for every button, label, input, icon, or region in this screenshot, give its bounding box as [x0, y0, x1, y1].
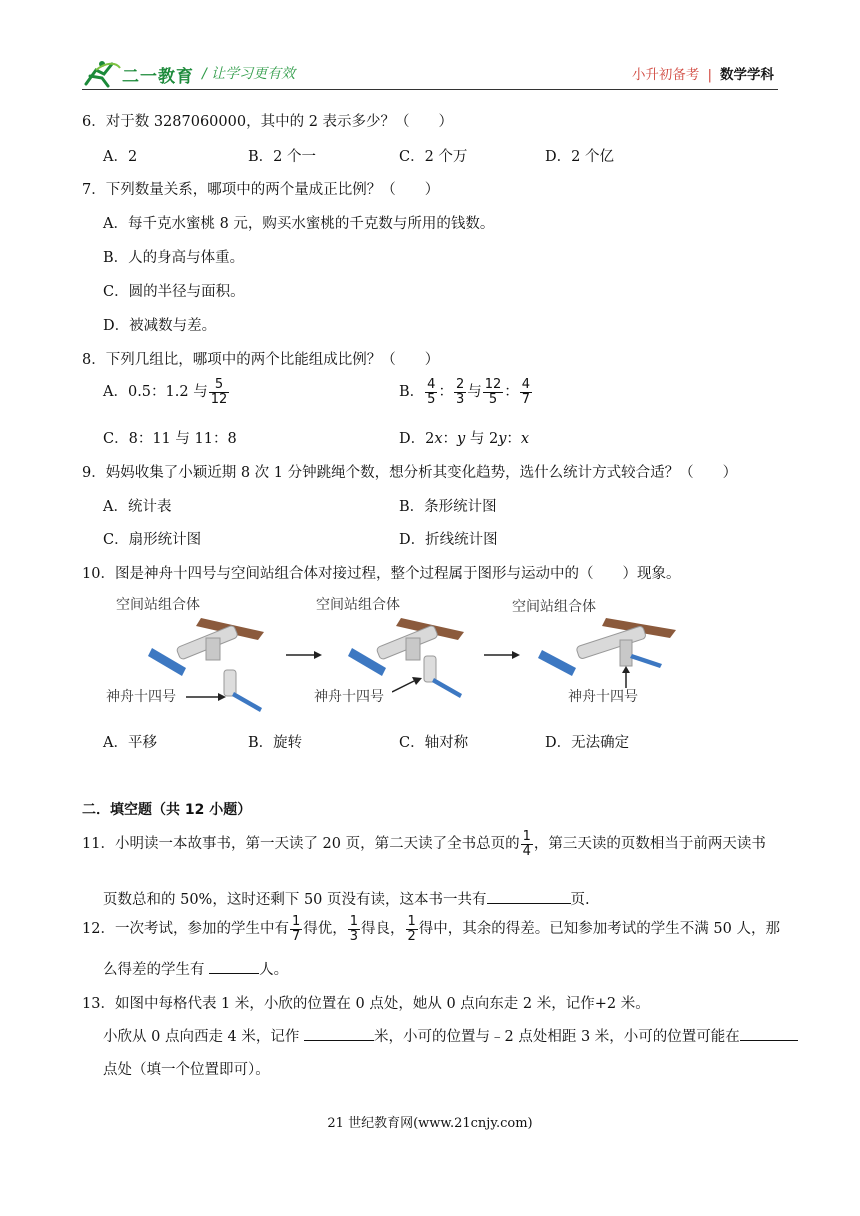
fraction-numerator: 4	[427, 377, 436, 392]
pointer-arrow-icon	[186, 690, 226, 704]
q7-option-b: B．人的身高与体重。	[103, 250, 245, 266]
fraction-numerator: 4	[521, 377, 531, 392]
variable-x: x	[520, 431, 530, 447]
fraction	[521, 830, 533, 858]
question-8-stem: 8．下列几组比，哪项中的两个比能组成比例？（ ）	[82, 352, 440, 368]
fraction-denominator: 5	[488, 391, 498, 407]
q7-option-d: D．被减数与差。	[103, 318, 217, 334]
q12-text-a: 12．一次考试，参加的学生中有	[82, 921, 289, 938]
fraction-numerator: 2	[455, 377, 465, 392]
q12-text-b: 得优，	[303, 921, 347, 938]
fraction-denominator: 2	[407, 928, 416, 944]
colon: ：	[438, 384, 453, 401]
question-13-line-2	[103, 1025, 798, 1046]
q8-option-a	[103, 378, 230, 406]
q10-option-b: B．旋转	[248, 735, 303, 751]
q13-text-a: 小欣从 0 点向西走 4 米，记作	[103, 1029, 304, 1045]
q11-text-a: 11．小明读一本故事书，第一天读了 20 页，第二天读了全书总页的	[82, 836, 520, 853]
q12-text-d: 得中，其余的得差。已知参加考试的学生不满 50 人，那	[418, 921, 780, 938]
answer-blank[interactable]	[209, 959, 259, 974]
q8-option-b	[399, 378, 533, 406]
header-category: 小升初备考	[631, 67, 700, 83]
q9-option-d: D．折线统计图	[399, 532, 498, 548]
header-right	[632, 63, 774, 83]
q9-option-c: C．扇形统计图	[103, 532, 202, 548]
logo-text: 二一教育	[122, 67, 194, 87]
shenzhou-ship-icon	[416, 652, 476, 702]
question-11-line-1	[82, 830, 766, 858]
fraction	[290, 915, 302, 943]
fraction	[348, 915, 360, 943]
and-text: 与 2	[465, 431, 499, 447]
fraction-numerator: 1	[522, 829, 531, 844]
q13-text-b: 米，小可的位置与﹣2 点处相距 3 米，小可的位置可能在	[374, 1029, 740, 1045]
header-slogan: / 让学习更有效	[202, 66, 296, 82]
q8-option-d	[399, 427, 529, 448]
q6-option-b: B．2 个一	[248, 149, 316, 165]
ship-label-2: 神舟十四号	[314, 689, 384, 705]
fraction-denominator: 3	[455, 391, 465, 407]
fraction-numerator: 1	[349, 914, 359, 929]
question-10-stem: 10．图是神舟十四号与空间站组合体对接过程，整个过程属于图形与运动中的（ ）现象。	[82, 566, 681, 582]
question-9-stem: 9．妈妈收集了小颖近期 8 次 1 分钟跳绳个数，想分析其变化趋势，选什么统计方式较合适？（ ）	[82, 465, 738, 481]
question-6-stem: 6．对于数 3287060000，其中的 2 表示多少？（ ）	[82, 114, 454, 130]
fraction-denominator: 5	[427, 391, 436, 407]
question-13-line-1: 13．如图中每格代表 1 米，小欣的位置在 0 点处，她从 0 点向东走 2 米，记作+2 米。	[82, 996, 650, 1012]
variable-y: y	[498, 431, 507, 447]
section-2-heading: 二．填空题（共 12 小题）	[82, 802, 252, 818]
arrow-right-icon	[484, 648, 520, 662]
ship-label-1: 神舟十四号	[106, 689, 176, 705]
colon: ：	[442, 431, 458, 447]
answer-blank[interactable]	[487, 889, 571, 904]
q12-text-f: 人。	[259, 962, 289, 978]
header-separator: |	[707, 67, 712, 83]
q11-text-d: 页.	[570, 892, 590, 908]
fraction-numerator: 1	[407, 914, 416, 929]
fraction-numerator: 12	[484, 377, 502, 392]
q10-option-d: D．无法确定	[545, 735, 630, 751]
and-text: 与	[467, 384, 482, 401]
q7-option-a: A．每千克水蜜桃 8 元，购买水蜜桃的千克数与所用的钱数。	[103, 216, 495, 232]
question-12-line-2	[103, 958, 288, 979]
q11-text-b: ，第三天读的页数相当于前两天读书	[533, 836, 766, 853]
fraction-denominator: 7	[291, 928, 301, 944]
header-subject: 数学学科	[720, 67, 774, 83]
colon: ：	[504, 384, 519, 401]
question-12-line-1	[82, 915, 780, 943]
station-label-1: 空间站组合体	[116, 597, 200, 613]
page-header	[0, 0, 860, 100]
q9-option-b: B．条形统计图	[399, 499, 497, 515]
ship-label-3: 神舟十四号	[568, 689, 638, 705]
fraction-numerator: 1	[291, 914, 301, 929]
fraction	[454, 378, 466, 406]
colon: ：	[506, 431, 521, 447]
station-label-3: 空间站组合体	[512, 599, 596, 615]
q12-text-c: 得良，	[361, 921, 405, 938]
question-13-line-3: 点处（填一个位置即可）。	[103, 1062, 270, 1078]
arrow-right-icon	[286, 648, 322, 662]
fraction-denominator: 7	[521, 391, 531, 407]
fraction-denominator: 12	[210, 391, 228, 407]
variable-y: y	[457, 431, 466, 447]
q6-option-c: C．2 个万	[399, 149, 468, 165]
header-divider	[82, 89, 778, 90]
question-11-line-2	[103, 888, 590, 909]
fraction	[209, 378, 230, 406]
answer-blank[interactable]	[740, 1026, 798, 1041]
fraction	[483, 378, 504, 406]
q11-text-c: 页数总和的 50%，这时还剩下 50 页没有读，这本书一共有	[103, 892, 487, 908]
fraction-numerator: 5	[209, 378, 230, 393]
fraction	[425, 378, 437, 406]
station-label-2: 空间站组合体	[316, 597, 400, 613]
q6-option-d: D．2 个亿	[545, 149, 614, 165]
answer-blank[interactable]	[304, 1026, 374, 1041]
q10-option-a: A．平移	[103, 735, 157, 751]
fraction	[520, 378, 532, 406]
q9-option-a: A．统计表	[103, 499, 172, 515]
q7-option-c: C．圆的半径与面积。	[103, 284, 245, 300]
q8-option-c: C．8：11 与 11：8	[103, 431, 237, 447]
space-station-icon	[536, 610, 686, 685]
q8-option-d-text: D．2	[399, 431, 435, 447]
pointer-arrow-icon	[618, 666, 634, 688]
docking-figure	[96, 590, 696, 715]
q8-option-a-text: A．0.5：1.2 与	[103, 384, 208, 401]
q10-option-c: C．轴对称	[399, 735, 469, 751]
fraction-denominator: 3	[349, 928, 359, 944]
variable-x: x	[434, 431, 443, 447]
fraction	[406, 915, 418, 943]
q6-option-a: A．2	[103, 149, 138, 165]
fraction-denominator: 4	[522, 843, 531, 859]
pointer-arrow-icon	[392, 676, 422, 696]
question-7-stem: 7．下列数量关系，哪项中的两个量成正比例？（ ）	[82, 182, 440, 198]
page-footer: 21 世纪教育网(www.21cnjy.com)	[327, 1116, 533, 1131]
q8-option-b-label: B．	[399, 384, 425, 401]
q12-text-e: 么得差的学生有	[103, 962, 210, 978]
